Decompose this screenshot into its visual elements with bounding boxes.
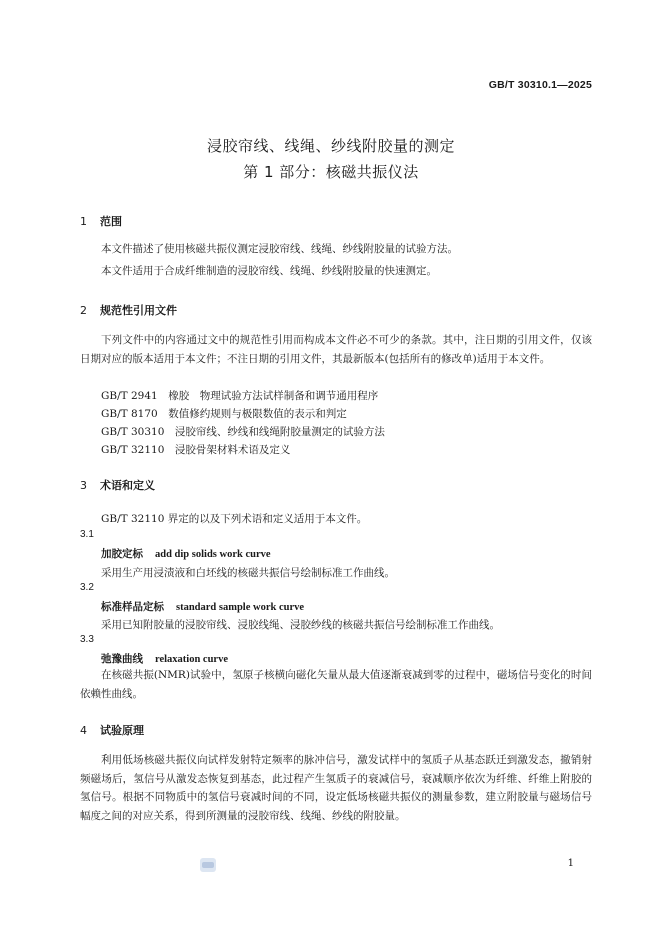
term-zh: 加胶定标: [101, 548, 143, 560]
term-zh: 弛豫曲线: [101, 653, 143, 665]
reference-item: GB/T 32110 浸胶骨架材料术语及定义: [101, 444, 291, 456]
term-definition: 在核磁共振(NMR)试验中，氢原子核横向磁化矢量从最大值逐渐衰减到零的过程中，磁场信号变化的时间依赖性曲线。: [80, 669, 592, 700]
section-number: 1: [80, 215, 87, 228]
paragraph: 下列文件中的内容通过文中的规范性引用而构成本文件必不可少的条款。其中，注日期的引用文件，仅该日期对应的版本适用于本文件；不注日期的引用文件，其最新版本(包括所有的修改单)适用于本文件。: [80, 334, 592, 365]
term-en: relaxation curve: [155, 654, 228, 665]
section-number: 4: [80, 724, 87, 737]
section-heading-3: [80, 477, 155, 493]
term-heading: [101, 599, 304, 614]
term-heading: [101, 651, 228, 666]
section-title: 试验原理: [100, 724, 144, 737]
paragraph: GB/T 32110 界定的以及下列术语和定义适用于本文件。: [101, 513, 368, 525]
section-heading-4: [80, 722, 144, 738]
reference-item: GB/T 8170 数值修约规则与极限数值的表示和判定: [101, 408, 347, 420]
section-title: 范围: [100, 215, 122, 228]
term-zh: 标准样品定标: [101, 601, 164, 613]
document-title: 浸胶帘线、线绳、纱线附胶量的测定: [206, 137, 455, 155]
section-number: 2: [80, 304, 87, 317]
standard-number: GB/T 30310.1—2025: [488, 79, 592, 91]
reference-item: GB/T 2941 橡胶 物理试验方法试样制备和调节通用程序: [101, 390, 379, 402]
page-number: 1: [567, 858, 574, 869]
section-heading-2: [80, 302, 177, 318]
term-heading: [101, 546, 271, 561]
reference-item: GB/T 30310 浸胶帘线、纱线和线绳附胶量测定的试验方法: [101, 426, 385, 438]
term-en: add dip solids work curve: [155, 549, 271, 560]
term-definition: 采用生产用浸渍液和白坯线的核磁共振信号绘制标准工作曲线。: [101, 567, 395, 579]
paragraph: 本文件适用于合成纤维制造的浸胶帘线、线绳、纱线附胶量的快速测定。: [101, 265, 437, 277]
paragraph: 本文件描述了使用核磁共振仪测定浸胶帘线、线绳、纱线附胶量的试验方法。: [101, 243, 458, 255]
section-number: 3: [80, 479, 87, 492]
term-definition: 采用已知附胶量的浸胶帘线、浸胶线绳、浸胶纱线的核磁共振信号绘制标准工作曲线。: [101, 619, 500, 631]
section-title: 规范性引用文件: [100, 304, 177, 317]
section-heading-1: [80, 213, 122, 229]
term-en: standard sample work curve: [176, 602, 305, 613]
paragraph: 利用低场核磁共振仪向试样发射特定频率的脉冲信号，激发试样中的氢质子从基态跃迁到激发态，撤销射频磁场后，氢信号从激发态恢复到基态，此过程产生氢质子的衰减信号，衰减顺序依次为纤维、纤维上附胶的氢信号。根据不同物质中的氢信号衰减时间的不同，设定低场核磁共振仪的测量参数，建立附胶量与磁场信号幅度之间的对应关系，得到所测量的浸胶帘线、线绳、纱线的附胶量。: [80, 754, 592, 822]
term-number: 3.1: [80, 529, 94, 540]
term-number: 3.2: [80, 582, 94, 593]
section-title: 术语和定义: [100, 479, 155, 492]
watermark-logo-icon: [200, 858, 216, 872]
document-subtitle: 第 1 部分：核磁共振仪法: [243, 163, 419, 181]
term-number: 3.3: [80, 634, 94, 645]
